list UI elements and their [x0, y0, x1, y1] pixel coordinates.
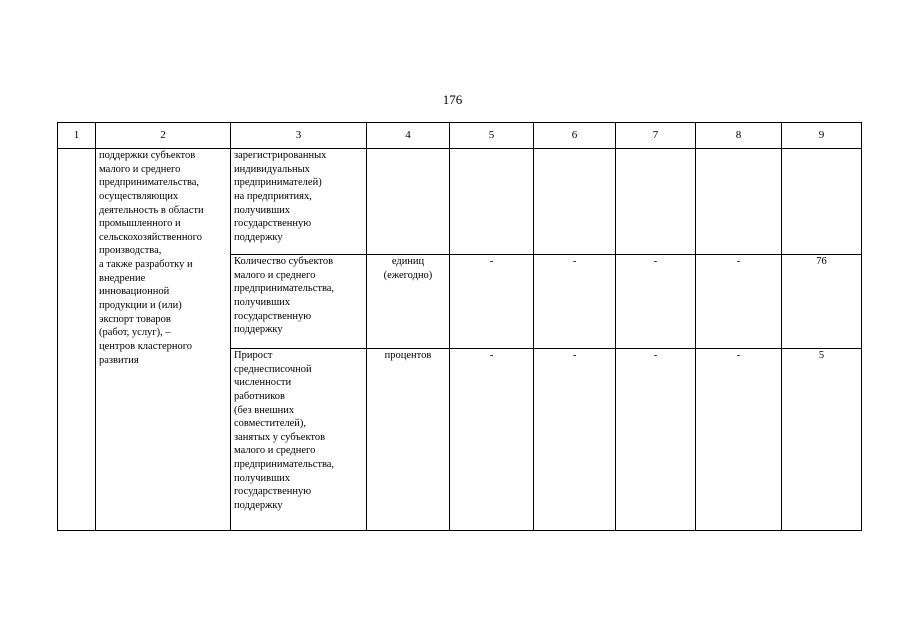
value-cell-5: - — [450, 255, 534, 349]
indicator-cell: Прирост среднесписочной численности работников (без внешних совместителей), занятых у субъектов малого и среднего предпринимательства, получивших государственную поддержку — [231, 349, 367, 531]
unit-cell: единиц (ежегодно) — [367, 255, 450, 349]
value-cell-9 — [782, 149, 862, 255]
value-cell-9: 76 — [782, 255, 862, 349]
value-cell-7: - — [616, 255, 696, 349]
value-cell-6: - — [534, 349, 616, 531]
value-cell-5 — [450, 149, 534, 255]
column-header-1: 1 — [58, 123, 96, 149]
column-header-9: 9 — [782, 123, 862, 149]
column-header-7: 7 — [616, 123, 696, 149]
column-header-4: 4 — [367, 123, 450, 149]
row-number-cell — [58, 149, 96, 531]
indicator-cell: Количество субъектов малого и среднего предпринимательства, получивших государственную поддержку — [231, 255, 367, 349]
column-header-3: 3 — [231, 123, 367, 149]
value-cell-6 — [534, 149, 616, 255]
column-header-8: 8 — [696, 123, 782, 149]
table-row — [58, 149, 862, 255]
value-cell-5: - — [450, 349, 534, 531]
value-cell-6: - — [534, 255, 616, 349]
page-number: 176 — [442, 92, 463, 107]
table-header-row — [58, 123, 862, 149]
indicator-cell: зарегистрированных индивидуальных предпринимателей) на предприятиях, получивших государственную поддержку — [231, 149, 367, 255]
value-cell-7: - — [616, 349, 696, 531]
measure-description-cell: поддержки субъектов малого и среднего предпринимательства, осуществляющих деятельность в области промышленного и сельскохозяйственного производства, а также разработку и внедрение инновационной продукции и (или) экспорт товаров (работ, услуг), – центров кластерного развития — [96, 149, 231, 531]
value-cell-8: - — [696, 255, 782, 349]
value-cell-7 — [616, 149, 696, 255]
column-header-5: 5 — [450, 123, 534, 149]
value-cell-8: - — [696, 349, 782, 531]
unit-cell: процентов — [367, 349, 450, 531]
data-table — [57, 122, 862, 531]
value-cell-8 — [696, 149, 782, 255]
unit-cell — [367, 149, 450, 255]
column-header-6: 6 — [534, 123, 616, 149]
column-header-2: 2 — [96, 123, 231, 149]
value-cell-9: 5 — [782, 349, 862, 531]
